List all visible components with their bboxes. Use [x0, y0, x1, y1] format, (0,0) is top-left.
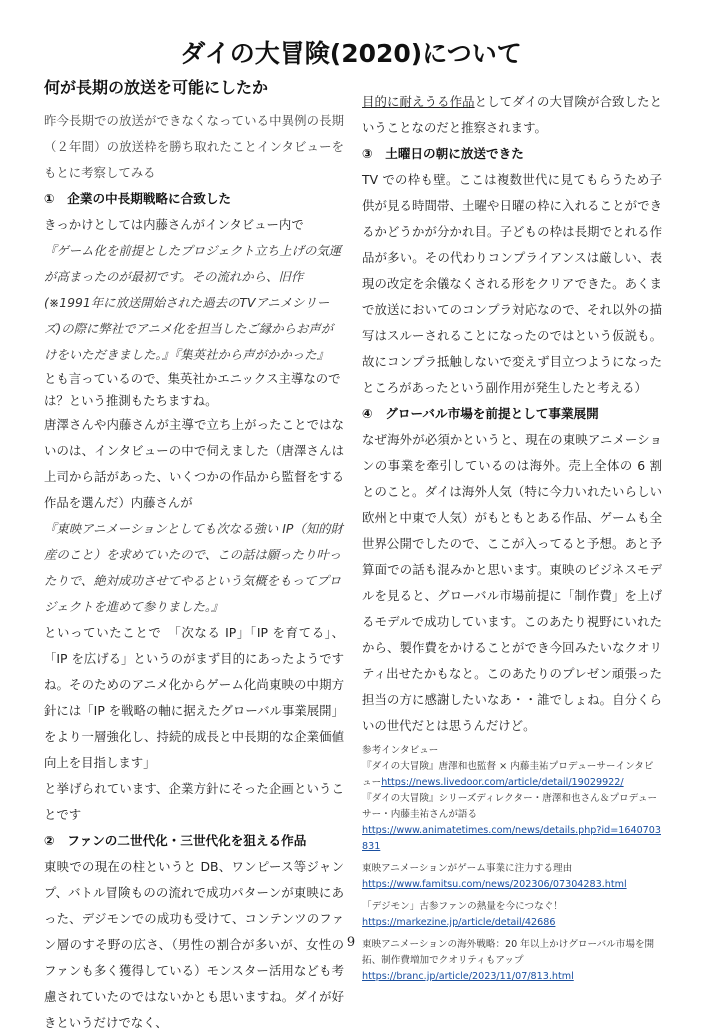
point-1-quote: 『東映アニメーションとしても次なる強い IP（知的財産のこと）を求めていたので、この話は願ったり叶ったりで、絶対成功させてやるという気概をもってプロジェクトを進めて参りました。』 — [44, 521, 343, 614]
reference-link[interactable]: https://branc.jp/article/2023/11/07/813.html — [362, 971, 574, 982]
continued-text: としてダイの大冒険が合致したということなのだと推察されます。 — [362, 94, 662, 135]
point-1-paragraph: と挙げられています、企業方針にそった企画ということです — [44, 781, 344, 822]
point-1-quote: 『ゲーム化を前提としたプロジェクト立ち上げの気運が高まったのが最初です。その流れから、旧作(※1991年に放送開始された過去のTVアニメシリーズ)の際に弊社でアニメ化を担当したご縁からお声がけをいただきました。』『集英社から声がかかった』 — [44, 243, 342, 362]
left-column — [44, 76, 344, 1036]
point-2-paragraph: 東映での現在の柱というと DB、ワンピース等ジャンプ、バトル冒険ものの流れで成功パターンが東映にあった、デジモンでの成功も受けて、コンテンツのファン層のすそ野の広さ、（男性の割合が多いが、女性のファンも多く獲得している）モンスター活用なども考慮されていたのではないかとも思いますね。ダイが好きというだけでなく、 — [44, 859, 344, 1030]
underlined-phrase: 目的に耐えうる作品 — [362, 94, 475, 109]
page-number: 9 — [346, 935, 356, 950]
point-4-heading: ④ グローバル市場を前提として事業展開 — [362, 406, 599, 421]
continued-paragraph — [362, 89, 662, 141]
reference-link[interactable]: https://news.livedoor.com/article/detail/19029922/ — [381, 777, 624, 788]
reference-link[interactable]: https://www.famitsu.com/news/202306/07304283.html — [362, 879, 627, 890]
point-1-paragraph: とも言っているので、集英社かエニックス主導なのでは？という推測もたちますね。 — [44, 371, 341, 408]
point-1-paragraph: といっていたことで 「次なる IP」「IP を育てる」、「IP を広げる」というのがまず目的にあったようですね。そのためのアニメ化からゲーム化尚東映の中期方針には「IP を戦略の軸に据えたグローバル事業展開」をより一層強化し、持続的成長と中長期的な企業価値向上を目指します」 — [44, 625, 344, 770]
reference-title: 「デジモン」古参ファンの熱量を今につなぐ！ — [362, 901, 563, 912]
page-title: ダイの大冒険(2020)について — [180, 39, 522, 68]
intro-paragraph: 昨今長期での放送ができなくなっている中異例の長期（２年間）の放送枠を勝ち取れたことインタビューをもとに考察してみる — [44, 113, 344, 180]
point-4-paragraph: なぜ海外が必須かというと、現在の東映アニメーションの事業を牽引しているのは海外。売上全体の 6 割とのこと。ダイは海外人気（特に今力いれたいらしい欧州と中東で人気）がもともとある作品、ゲームも全世界公開でしたので、ここが入ってると予想。あと予算面での話も混みかと思います。東映のビジネスモデルを見ると、グローバル市場前提に「制作費」を上げるモデルで成功しています。このあたり視野にいれたから、製作費をかけることができ今回みたいなクオリティ出せたかもなと。このあたりのプレゼン頑張った担当の方に感謝したいなあ・・誰でしょね。自分くらいの世代だとは思うんだけど。 — [362, 432, 662, 733]
reference-link[interactable]: https://markezine.jp/article/detail/42686 — [362, 917, 556, 928]
point-3-paragraph: TV での枠も壁。ここは複数世代に見てもらうため子供が見る時間帯、土曜や日曜の枠に入れることができるかどうかが分かれ目。子どもの枠は長期でとれる作品が多い。その代わりコンプライアンスは厳しい、表現の改定を余儀なくされる形をクリアできた。あくまで放送においてのコンプラ対応なので、それ以外の描写はスルーされることになったのではという仮説も。故にコンプラ抵触しないで変えず目立つようになったところがあったという副作用が発生したと考える） — [362, 172, 662, 395]
point-2-heading: ② ファンの二世代化・三世代化を狙える作品 — [44, 833, 307, 848]
point-1-heading: ① 企業の中長期戦略に合致した — [44, 191, 231, 206]
reference-title — [362, 759, 662, 791]
references-heading: 参考インタビュー — [362, 745, 439, 756]
reference-title: 東映アニメーションの海外戦略：20 年以上かけグローバル市場を開拓、制作費増加でクオリティもアップ — [362, 939, 655, 966]
section-heading: 何が長期の放送を可能にしたか — [44, 78, 269, 97]
reference-title-text: 『ダイの大冒険』唐澤和也監督 × 内藤圭祐プロデューサーインタビュー — [362, 761, 654, 788]
point-1-paragraph: きっかけとしては内藤さんがインタビュー内で — [44, 217, 304, 232]
point-1-paragraph: 唐澤さんや内藤さんが主導で立ち上がったことではないのは、インタビューの中で伺えました（唐澤さんは上司から話があった、いくつかの作品から監督をする作品を選んだ）内藤さんが — [44, 417, 344, 510]
reference-title: 東映アニメーションがゲーム事業に注力する理由 — [362, 863, 573, 874]
right-column — [362, 89, 662, 991]
reference-title: 『ダイの大冒険』シリーズディレクター・唐澤和也さん＆プロデューサー・内藤圭祐さんが語る — [362, 793, 658, 820]
point-3-heading: ③ 土曜日の朝に放送できた — [362, 146, 524, 161]
reference-link[interactable]: https://www.animatetimes.com/news/details.php?id=1640703831 — [362, 825, 661, 852]
